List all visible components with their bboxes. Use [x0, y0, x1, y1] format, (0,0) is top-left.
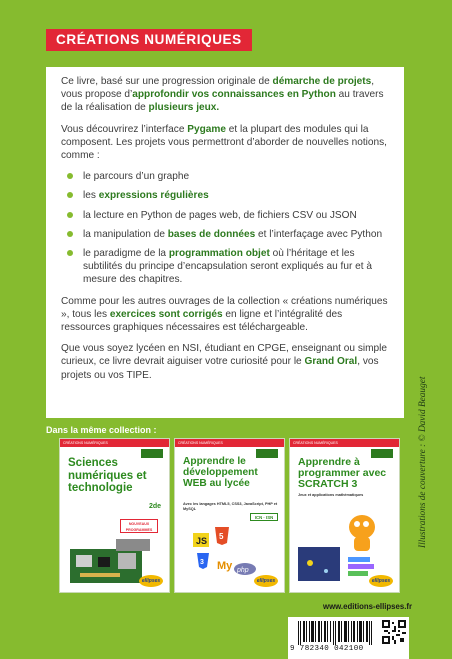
book-subtitle: Jeux et applications mathématiques [298, 493, 364, 497]
qr-code-icon [382, 620, 406, 644]
svg-text:php: php [237, 567, 249, 574]
book-header: CRÉATIONS NUMÉRIQUES [60, 439, 169, 447]
publisher-logo: ellipses [139, 575, 163, 587]
book-title: Apprendre le développement WEB au lycée [183, 456, 258, 489]
book-header: CRÉATIONS NUMÉRIQUES [290, 439, 399, 447]
intro-paragraph: Ce livre, basé sur une progression originale de démarche de projets, vous propose d’approfondir vos connaissances en Python au travers de la réalisation de plusieurs jeux. [61, 76, 384, 114]
book-cover-snt[interactable] [59, 438, 170, 593]
svg-text:3: 3 [200, 559, 204, 566]
program-sticker: NOUVEAUX PROGRAMMES [120, 519, 158, 533]
isbn-number: 9 782340 042100 [290, 645, 364, 653]
barcode-panel [288, 617, 409, 659]
grade-label: 2de [148, 503, 161, 510]
description-box [46, 67, 404, 418]
collection-banner: CRÉATIONS NUMÉRIQUES [46, 29, 252, 51]
bullet-icon [67, 192, 73, 198]
bullet-icon [67, 212, 73, 218]
collection-label: Dans la même collection : [46, 425, 157, 435]
book-title: Apprendre à programmer avec SCRATCH 3 [298, 456, 387, 490]
notions-list [61, 170, 394, 286]
bullet-icon [67, 173, 73, 179]
book-title: Sciences numériques et technologie [68, 457, 147, 494]
book-subtitle: Avec les langages HTML5, CSS3, JavaScript, PHP et MySQL [183, 502, 278, 511]
publisher-website: www.editions-ellipses.fr [323, 602, 412, 611]
highlight: Pygame [187, 123, 226, 135]
book-cover-web[interactable] [174, 438, 285, 593]
highlight: approfondir vos connaissances en Python [132, 89, 336, 101]
list-item: la manipulation de bases de données et l’interfaçage avec Python [61, 228, 394, 241]
highlight: Grand Oral [304, 356, 358, 368]
web-languages-illustration [191, 525, 269, 581]
level-tag: ICN · ISN [250, 513, 278, 521]
svg-text:My: My [217, 560, 233, 572]
highlight: plusieurs jeux. [148, 102, 220, 114]
corrections-paragraph: Comme pour les autres ouvrages de la collection « créations numériques », tous les exercices sont corrigés en ligne et l’intégralité des ressources graphiques nécessaires est téléchargeable. [61, 295, 388, 334]
highlight: bases de données [167, 228, 256, 240]
list-item: la lecture en Python de pages web, de fichiers CSV ou JSON [61, 209, 394, 222]
publisher-logo: ellipses [369, 575, 393, 587]
highlight: démarche de projets [272, 76, 372, 87]
book-cover-scratch[interactable] [289, 438, 400, 593]
bullet-icon [67, 250, 73, 256]
bullet-icon [67, 231, 73, 237]
scratch-illustration [296, 505, 396, 585]
audience-paragraph: Que vous soyez lycéen en NSI, étudiant en CPGE, enseignant ou simple curieux, ce livre devrait aiguiser votre curiosité pour le Grand Oral, vos projets ou vos TIPE. [61, 343, 387, 381]
svg-text:JS: JS [196, 536, 208, 546]
highlight: programmation objet [168, 248, 270, 260]
book-header: CRÉATIONS NUMÉRIQUES [175, 439, 284, 447]
barcode-graphic [298, 621, 372, 645]
list-item: le paradigme de la programmation objet où l’héritage et les subtilités du principe d’encapsulation seront expliqués au fur et à mesure des chapitres. [61, 247, 394, 287]
highlight: exercices sont corrigés [109, 308, 223, 320]
publisher-logo: ellipses [254, 575, 278, 587]
highlight: expressions régulières [98, 190, 209, 202]
list-item: le parcours d’un graphe [61, 170, 394, 183]
pygame-paragraph: Vous découvrirez l’interface Pygame et la plupart des modules qui la composent. Les projets vous permettront d’aborder de nouvelles notions, comme : [61, 123, 387, 162]
list-item: les expressions régulières [61, 189, 394, 202]
svg-text:5: 5 [219, 532, 224, 541]
